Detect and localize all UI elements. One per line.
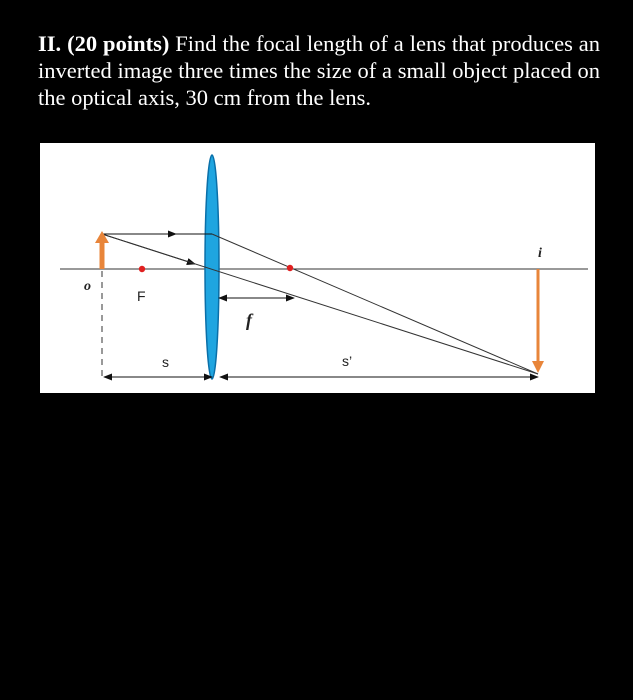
lens [205,155,219,379]
label-image: i [538,246,542,261]
image-arrow-head [532,361,544,373]
lens-diagram [40,143,595,393]
ray-refracted [212,234,538,374]
problem-number: II. [38,31,62,56]
lens-diagram-panel [40,143,595,393]
object-arrow-head [95,231,109,243]
label-object: o [84,279,91,294]
label-image-distance: s’ [342,353,353,369]
problem-statement [38,30,600,111]
ray-central [102,234,538,374]
focal-point-right [287,265,293,271]
focal-point-left [139,266,145,272]
problem-body: Find the focal length of a lens that produces an inverted image three times the size of a small object placed on the optical axis, 30 cm from the lens. [38,31,601,110]
label-focal-point: F [137,288,146,304]
problem-points: (20 points) [67,31,170,56]
label-focal-length: f [246,310,252,330]
label-object-distance: s [162,354,169,370]
